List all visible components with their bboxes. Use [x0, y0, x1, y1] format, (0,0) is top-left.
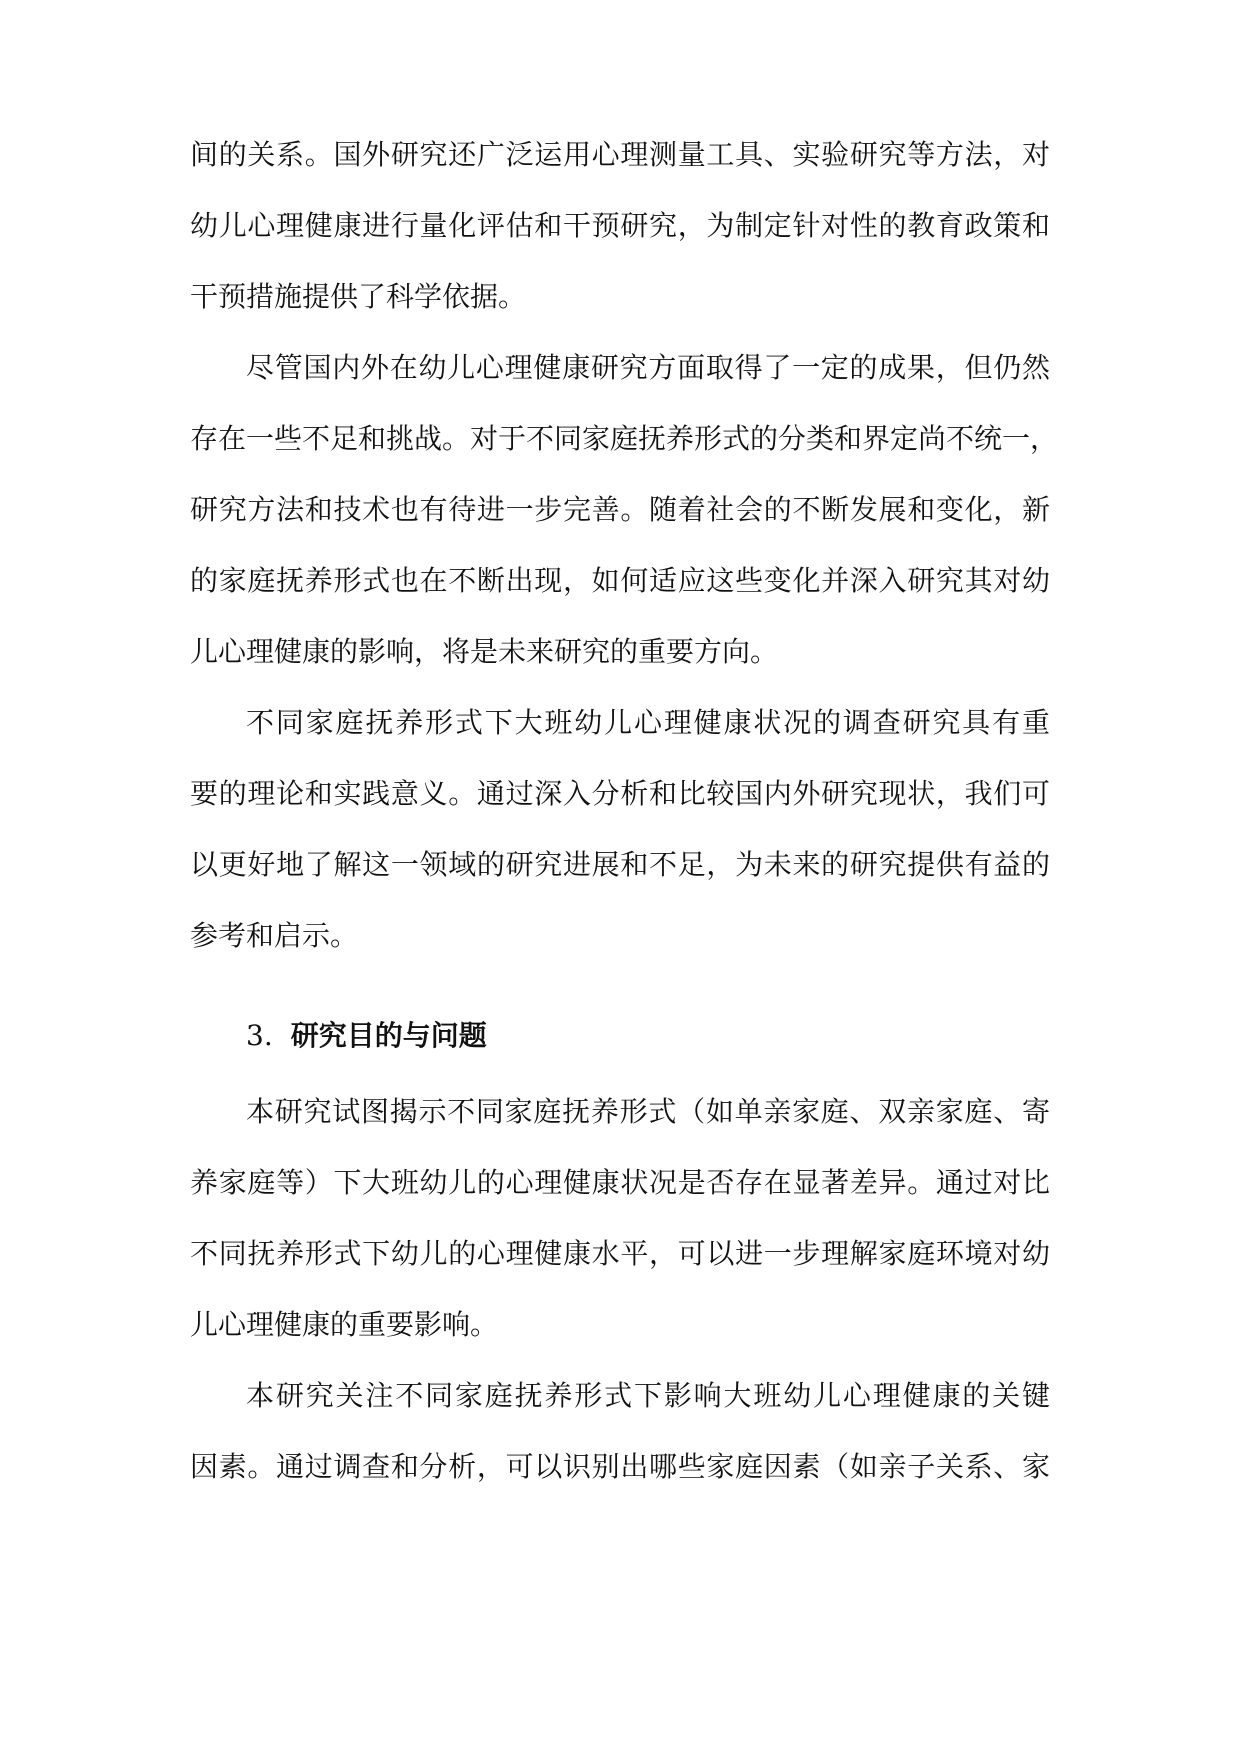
- paragraph-2-line-3: 研究方法和技术也有待进一步完善。随着社会的不断发展和变化，新: [190, 493, 1050, 526]
- paragraph-4-line-2: 养家庭等）下大班幼儿的心理健康状况是否存在显著差异。通过对比: [190, 1166, 1050, 1199]
- paragraph-2-line-4: 的家庭抚养形式也在不断出现，如何适应这些变化并深入研究其对幼: [190, 564, 1050, 597]
- paragraph-4-line-3: 不同抚养形式下幼儿的心理健康水平，可以进一步理解家庭环境对幼: [190, 1237, 1050, 1270]
- paragraph-5-line-1: 本研究关注不同家庭抚养形式下影响大班幼儿心理健康的关键: [246, 1379, 1050, 1412]
- paragraph-1-line-3: 干预措施提供了科学依据。: [190, 280, 527, 313]
- paragraph-2-line-5: 儿心理健康的影响，将是未来研究的重要方向。: [190, 635, 779, 668]
- paragraph-3-line-3: 以更好地了解这一领域的研究进展和不足，为未来的研究提供有益的: [190, 848, 1050, 881]
- paragraph-3-line-1: 不同家庭抚养形式下大班幼儿心理健康状况的调查研究具有重: [246, 706, 1050, 739]
- paragraph-1-line-2: 幼儿心理健康进行量化评估和干预研究，为制定针对性的教育政策和: [190, 209, 1050, 242]
- paragraph-4-line-1: 本研究试图揭示不同家庭抚养形式（如单亲家庭、双亲家庭、寄: [246, 1095, 1050, 1128]
- paragraph-5-line-2: 因素。通过调查和分析，可以识别出哪些家庭因素（如亲子关系、家: [190, 1450, 1050, 1483]
- paragraph-1-line-1: 间的关系。国外研究还广泛运用心理测量工具、实验研究等方法，对: [190, 138, 1050, 171]
- paragraph-2-line-1: 尽管国内外在幼儿心理健康研究方面取得了一定的成果，但仍然: [246, 351, 1050, 384]
- paragraph-3-line-4: 参考和启示。: [190, 919, 359, 952]
- section-title: 研究目的与问题: [290, 1019, 487, 1052]
- paragraph-2-line-2: 存在一些不足和挑战。对于不同家庭抚养形式的分类和界定尚不统一，: [190, 422, 1059, 455]
- paragraph-3-line-2: 要的理论和实践意义。通过深入分析和比较国内外研究现状，我们可: [190, 777, 1050, 810]
- section-number: 3.: [246, 1019, 273, 1052]
- paragraph-4-line-4: 儿心理健康的重要影响。: [190, 1308, 499, 1341]
- section-heading: [246, 1016, 487, 1056]
